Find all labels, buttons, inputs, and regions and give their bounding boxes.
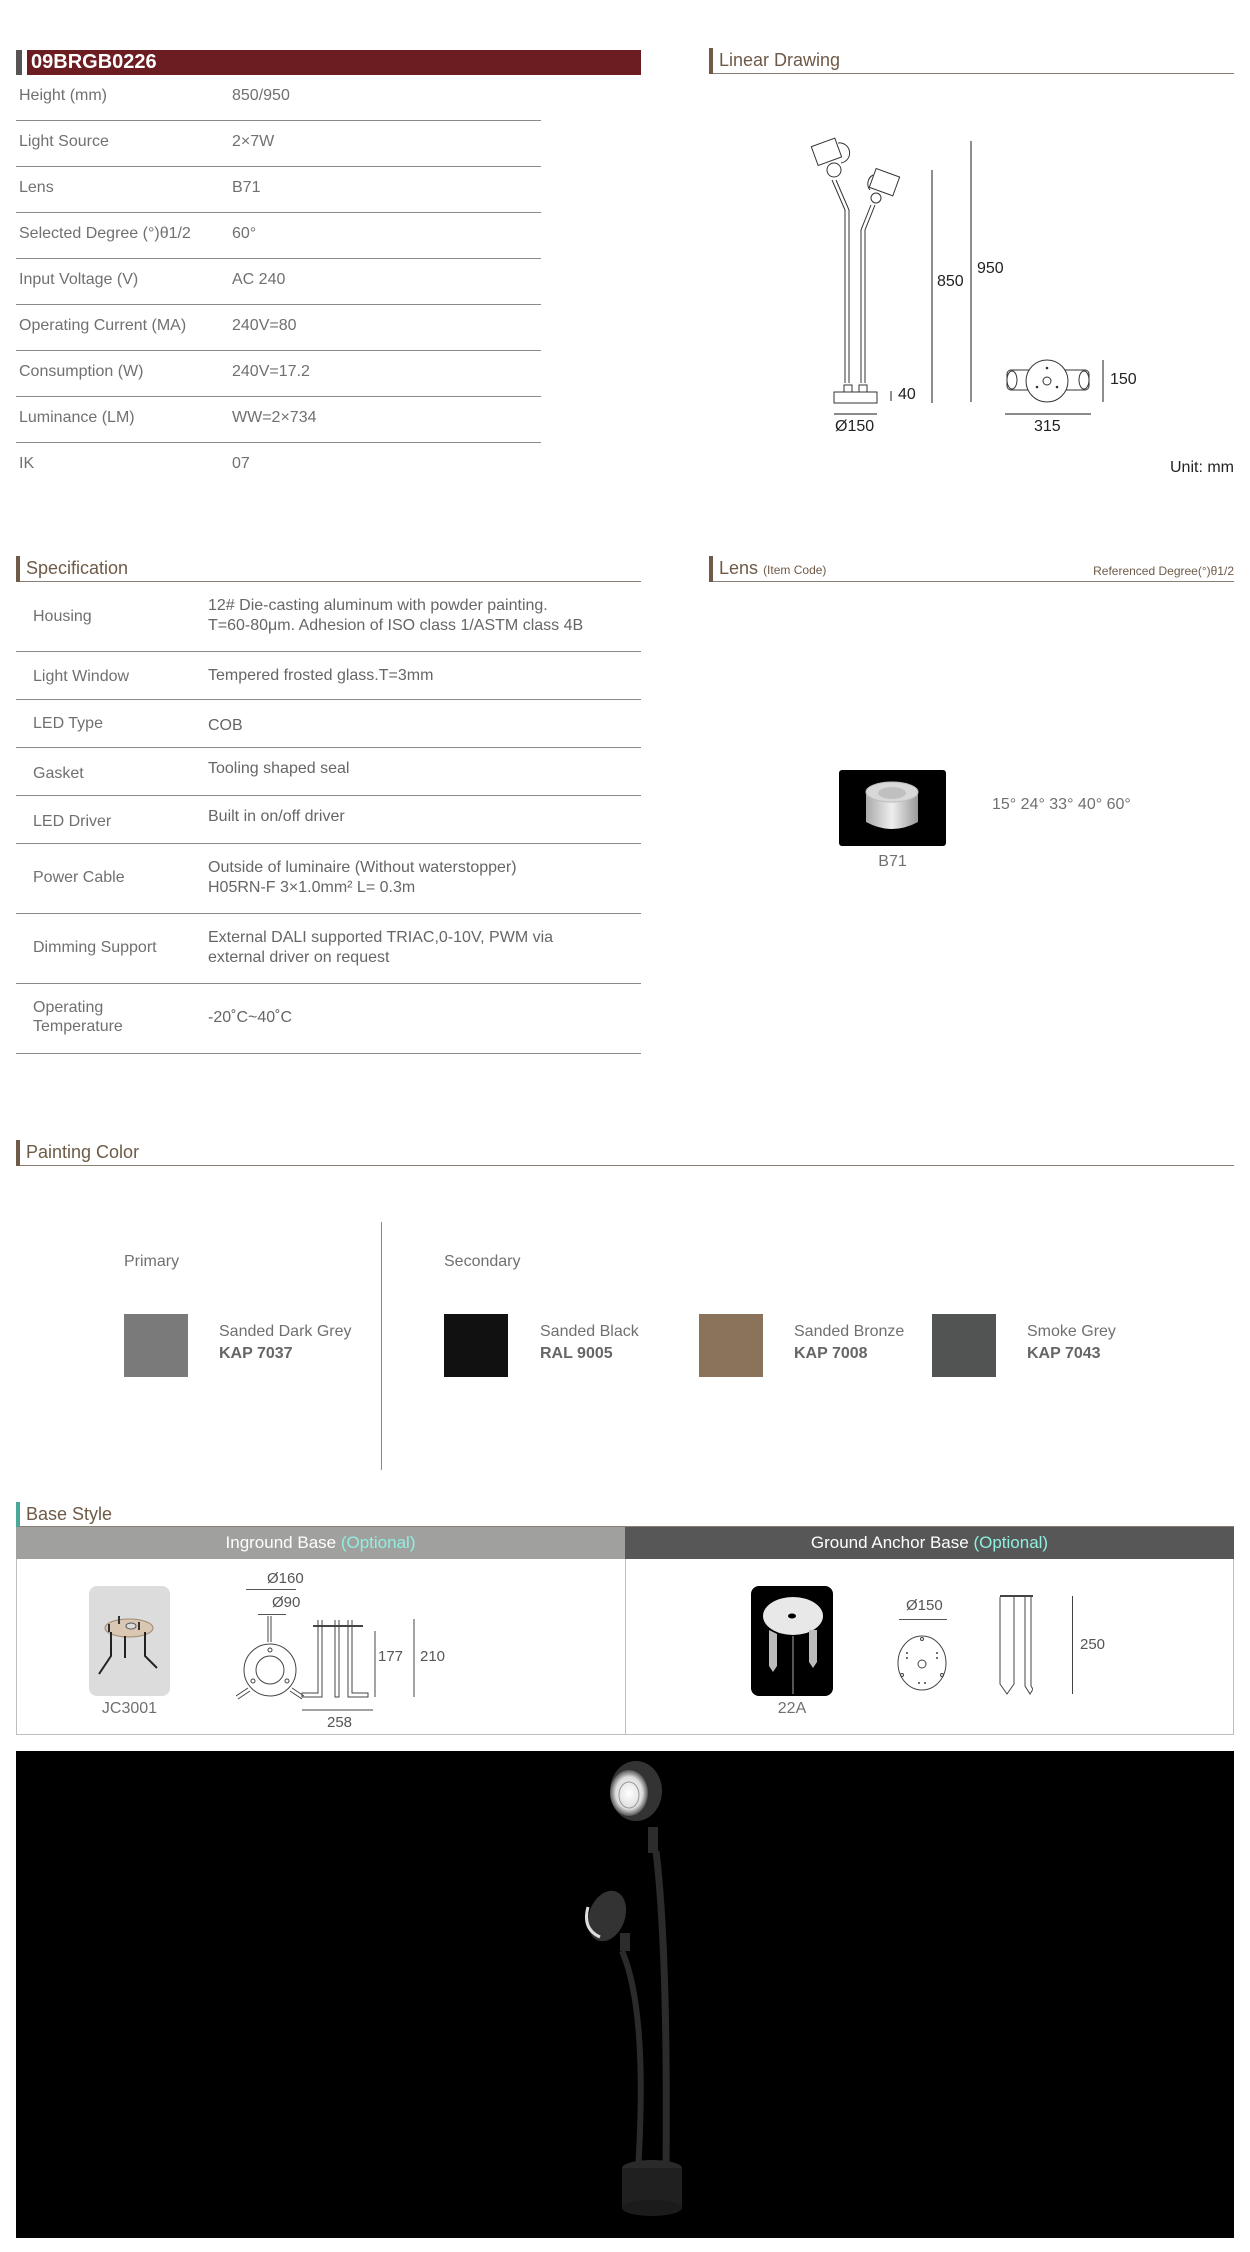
param-value: AC 240	[232, 271, 286, 288]
model-code-header	[27, 50, 641, 75]
color-swatch	[699, 1314, 763, 1377]
spec-value-line: External DALI supported TRIAC,0-10V, PWM via	[208, 929, 554, 946]
param-label: IK	[19, 455, 35, 472]
color-name: Smoke Grey	[1027, 1323, 1116, 1340]
spec-value	[208, 858, 517, 898]
spec-label: LED Driver	[33, 813, 112, 830]
base-style-title: Base Style	[26, 1504, 113, 1524]
spec-row	[16, 914, 641, 984]
inground-base-header	[16, 1527, 625, 1559]
spec-row	[16, 700, 641, 748]
param-row	[16, 213, 541, 259]
ground-anchor-icon	[751, 1586, 833, 1696]
spec-label-line: Operating	[33, 999, 104, 1016]
color-option	[444, 1314, 508, 1377]
base-style-header	[16, 1502, 1234, 1527]
dim-base-diameter: Ø150	[835, 418, 875, 435]
param-label: Light Source	[19, 133, 109, 150]
param-value: 240V=17.2	[232, 363, 310, 380]
lens-header	[709, 556, 1234, 582]
spec-row	[16, 796, 641, 844]
dim-top-depth: 150	[1110, 371, 1137, 388]
param-row	[16, 305, 541, 351]
spec-label: Dimming Support	[33, 939, 157, 956]
color-code: KAP 7008	[794, 1345, 868, 1362]
param-value: WW=2×734	[232, 409, 317, 426]
model-accent-bar	[16, 50, 22, 75]
ground-anchor-label: Ground Anchor Base	[810, 1533, 969, 1552]
param-value: 240V=80	[232, 317, 297, 334]
param-label: Consumption (W)	[19, 363, 144, 380]
dim-height-tall: 950	[977, 260, 1004, 277]
spec-value: -20˚C~40˚C	[208, 1009, 293, 1026]
lamp-top-view	[1007, 360, 1089, 402]
dim-base-height: 40	[898, 386, 916, 403]
dim-width: 258	[327, 1714, 353, 1731]
color-name: Sanded Black	[540, 1323, 639, 1340]
secondary-label: Secondary	[444, 1253, 521, 1270]
painting-color-header	[16, 1140, 1234, 1166]
param-label: Input Voltage (V)	[19, 271, 139, 288]
inground-base-label: Inground Base	[225, 1533, 337, 1552]
param-row	[16, 75, 541, 121]
param-label: Selected Degree (°)θ1/2	[19, 225, 191, 242]
param-row	[16, 397, 541, 443]
color-option	[124, 1314, 188, 1377]
section-accent-bar	[709, 48, 713, 74]
model-code: 09BRGB0226	[31, 51, 157, 73]
dim-top-width: 315	[1034, 418, 1061, 435]
color-swatch	[932, 1314, 996, 1377]
param-value: 07	[232, 455, 250, 472]
inground-base-icon	[89, 1586, 170, 1696]
unit-label: Unit: mm	[1170, 459, 1234, 476]
param-row	[16, 351, 541, 397]
spec-label: Power Cable	[33, 869, 125, 886]
lens-title-text: Lens	[719, 558, 759, 578]
color-divider	[381, 1222, 382, 1470]
param-row	[16, 443, 541, 489]
base-divider	[625, 1559, 626, 1735]
dim-anchor-diameter: Ø150	[906, 1597, 943, 1614]
painting-color-title: Painting Color	[26, 1142, 140, 1162]
param-label: Lens	[19, 179, 54, 196]
color-option	[699, 1314, 763, 1377]
lens-item-code: B71	[878, 853, 907, 870]
param-value: 850/950	[232, 87, 290, 104]
spec-value-line: T=60-80μm. Adhesion of ISO class 1/ASTM class 4B	[208, 617, 584, 634]
spec-label: Gasket	[33, 765, 84, 782]
product-render	[16, 1751, 1234, 2238]
dim-line	[1072, 1596, 1073, 1694]
primary-label: Primary	[124, 1253, 180, 1270]
dim-line	[258, 1614, 286, 1615]
color-name: Sanded Bronze	[794, 1323, 905, 1340]
section-accent-bar	[16, 1140, 20, 1166]
color-code: KAP 7037	[219, 1345, 293, 1362]
color-code: RAL 9005	[540, 1345, 613, 1362]
spec-value: Built in on/off driver	[208, 808, 345, 825]
ground-anchor-image	[751, 1586, 833, 1696]
lens-title	[719, 558, 826, 579]
lamp-side-view	[811, 138, 899, 403]
spec-value-line: Outside of luminaire (Without waterstopper)	[208, 859, 517, 876]
spec-value: COB	[208, 717, 243, 734]
dim-height-a: 177	[378, 1648, 404, 1665]
param-label: Operating Current (MA)	[19, 317, 187, 334]
spec-value: Tooling shaped seal	[208, 760, 350, 777]
param-value: B71	[232, 179, 261, 196]
inground-base-image	[89, 1586, 170, 1696]
section-accent-bar	[16, 1502, 20, 1527]
param-row	[16, 167, 541, 213]
param-row	[16, 259, 541, 305]
spec-row	[16, 844, 641, 914]
color-swatch	[444, 1314, 508, 1377]
spec-label: Light Window	[33, 668, 130, 685]
lens-degrees: 15° 24° 33° 40° 60°	[992, 796, 1131, 813]
spec-value: Tempered frosted glass.T=3mm	[208, 667, 434, 684]
spec-label	[33, 998, 123, 1036]
section-accent-bar	[16, 556, 20, 582]
spec-value	[208, 596, 583, 636]
spec-row	[16, 652, 641, 700]
spec-value-line: H05RN-F 3×1.0mm² L= 0.3m	[208, 879, 416, 896]
linear-drawing-header	[709, 48, 1234, 74]
spec-row	[16, 748, 641, 796]
spec-label-line: Temperature	[33, 1018, 123, 1035]
color-option	[932, 1314, 996, 1377]
dim-height-b: 210	[420, 1648, 446, 1665]
spec-value-line: external driver on request	[208, 949, 390, 966]
color-code: KAP 7043	[1027, 1345, 1101, 1362]
optional-tag: (Optional)	[340, 1533, 416, 1552]
param-label: Height (mm)	[19, 87, 108, 104]
param-label: Luminance (LM)	[19, 409, 135, 426]
specification-header	[16, 556, 641, 582]
param-value: 60°	[232, 225, 257, 242]
ground-anchor-header	[625, 1527, 1234, 1559]
inground-base-code: JC3001	[101, 1700, 158, 1717]
dim-line	[246, 1589, 296, 1590]
color-name: Sanded Dark Grey	[219, 1323, 352, 1340]
dim-height-short: 850	[937, 273, 964, 290]
spec-value-line: 12# Die-casting aluminum with powder painting.	[208, 597, 548, 614]
ground-anchor-code: 22A	[777, 1700, 807, 1717]
color-swatch	[124, 1314, 188, 1377]
linear-drawing-title: Linear Drawing	[719, 50, 841, 70]
dim-anchor-height: 250	[1080, 1636, 1106, 1653]
parameters-table	[16, 75, 541, 489]
section-accent-bar	[709, 556, 713, 582]
dim-inner-diameter: Ø90	[272, 1594, 301, 1611]
specification-table	[16, 582, 641, 1054]
dim-outer-diameter: Ø160	[267, 1570, 304, 1587]
spec-label: LED Type	[33, 715, 103, 732]
lens-icon	[839, 770, 946, 846]
spec-row	[16, 582, 641, 652]
lens-subtitle: (Item Code)	[763, 563, 827, 577]
inground-side-view	[298, 1615, 468, 1725]
product-photo	[16, 1751, 1234, 2238]
spec-value	[208, 928, 553, 968]
optional-tag: (Optional)	[973, 1533, 1049, 1552]
referenced-degree-label: Referenced Degree(°)θ1/2	[1093, 564, 1234, 578]
anchor-side-view	[933, 1594, 1033, 1704]
param-row	[16, 121, 541, 167]
specification-title: Specification	[26, 558, 129, 578]
spec-row	[16, 984, 641, 1054]
lens-image	[839, 770, 946, 846]
param-value: 2×7W	[232, 133, 275, 150]
spec-label: Housing	[33, 608, 92, 625]
